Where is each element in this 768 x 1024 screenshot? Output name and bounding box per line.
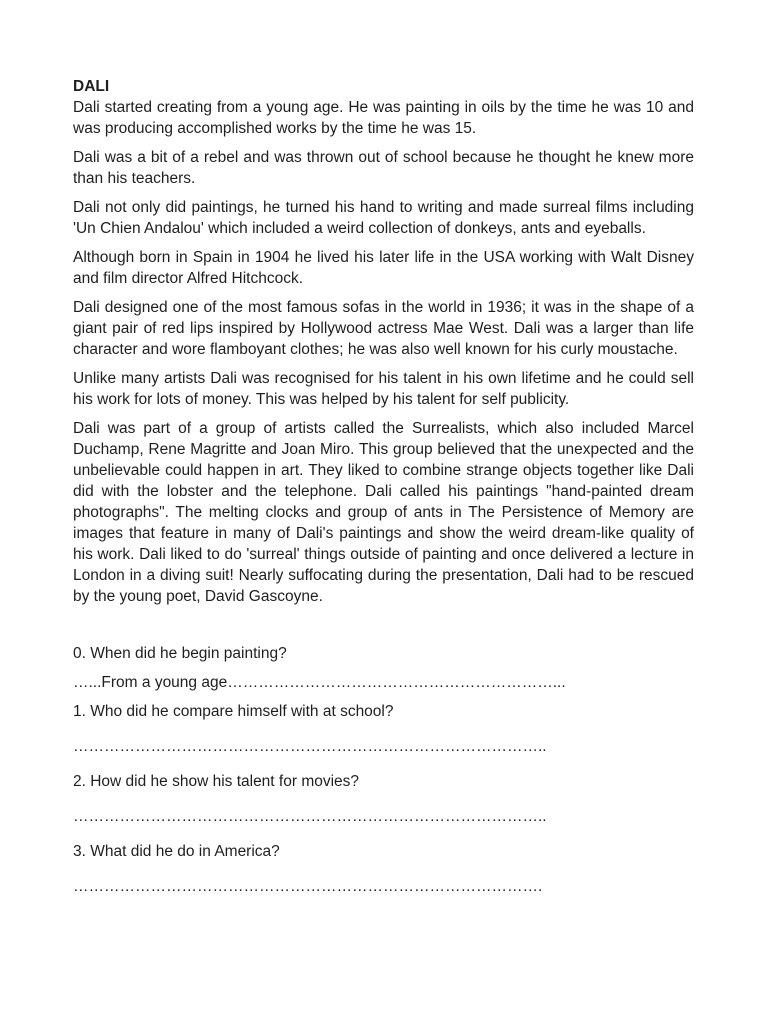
question-text: 0. When did he begin painting? bbox=[73, 645, 287, 662]
paragraph: Dali not only did paintings, he turned his hand to writing and made surreal films including 'Un Chien Andalou' which included a weird collection of donkeys, ants and eyeballs. bbox=[73, 199, 694, 237]
answer-line[interactable]: ……………………………………………………………………………….. bbox=[73, 738, 547, 755]
document-title: DALI bbox=[73, 78, 110, 95]
paragraph: Unlike many artists Dali was recognised for his talent in his own lifetime and he could sell his work for lots of money. This was helped by his talent for self publicity. bbox=[73, 370, 694, 408]
reading-passage bbox=[73, 97, 694, 607]
paragraph: Although born in Spain in 1904 he lived his later life in the USA working with Walt Disney and film director Alfred Hitchcock. bbox=[73, 249, 694, 287]
questions-section bbox=[73, 643, 694, 897]
answer-line[interactable]: ……………………………………………………………………………….. bbox=[73, 808, 547, 825]
paragraph: Dali was part of a group of artists called the Surrealists, which also included Marcel Duchamp, Rene Magritte and Joan Miro. This group believed that the unexpected and the unbelievable could happen in art. They liked to combine strange objects together like Dali did with the lobster and the telephone. Dali called his paintings "hand-painted dream photographs". The melting clocks and group of ants in The Persistence of Memory are images that feature in many of Dali's paintings and show the weird dream-like quality of his work. Dali liked to do 'surreal' things outside of painting and once delivered a lecture in London in a diving suit! Nearly suffocating during the presentation, Dali had to be rescued by the young poet, David Gascoyne. bbox=[73, 420, 694, 605]
question-text: 2. How did he show his talent for movies? bbox=[73, 773, 360, 790]
answer-line[interactable]: …...From a young age………………………………………………………... bbox=[73, 674, 566, 691]
answer-line[interactable]: ………………………………………………………………………………. bbox=[73, 878, 543, 895]
paragraph: Dali was a bit of a rebel and was thrown out of school because he thought he knew more than his teachers. bbox=[73, 149, 694, 187]
question-text: 1. Who did he compare himself with at school? bbox=[73, 703, 394, 720]
worksheet-page bbox=[73, 76, 694, 911]
paragraph: Dali started creating from a young age. He was painting in oils by the time he was 10 and was producing accomplished works by the time he was 15. bbox=[73, 99, 694, 137]
paragraph: Dali designed one of the most famous sofas in the world in 1936; it was in the shape of a giant pair of red lips inspired by Hollywood actress Mae West. Dali was a larger than life character and wore flamboyant clothes; he was also well known for his curly moustache. bbox=[73, 299, 694, 358]
question-text: 3. What did he do in America? bbox=[73, 843, 280, 860]
